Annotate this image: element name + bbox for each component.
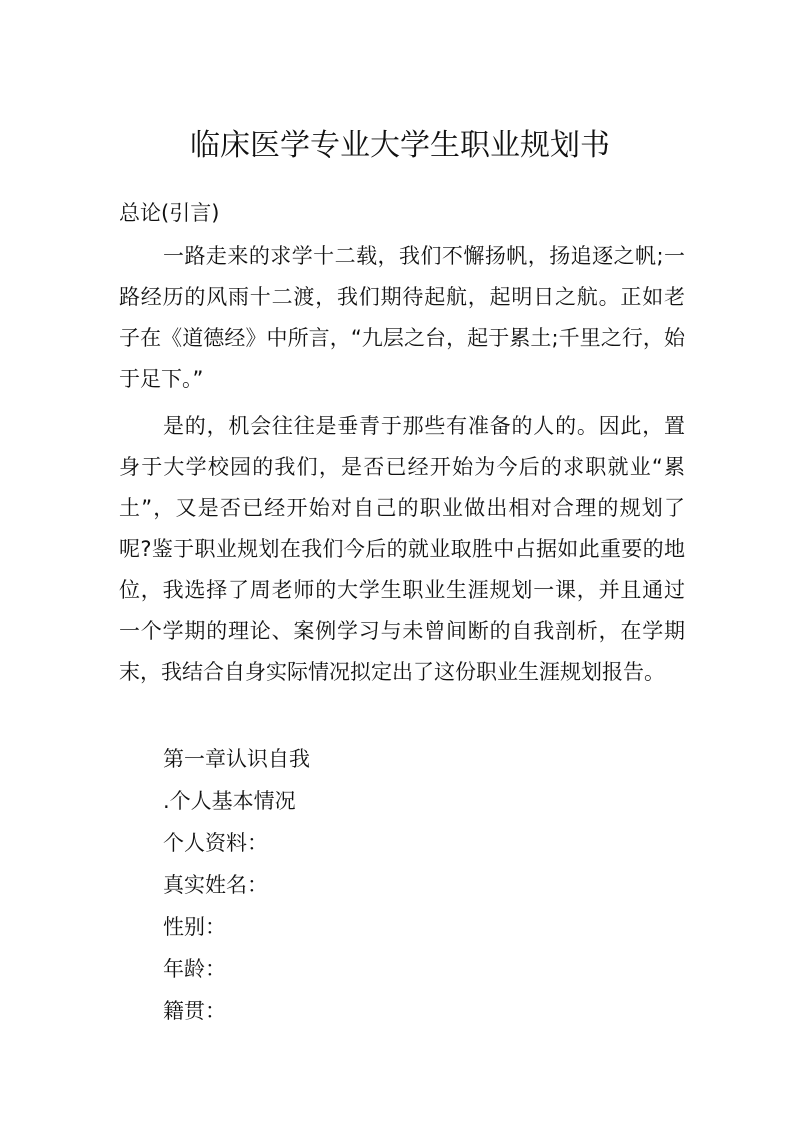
paragraph-intro: 一路走来的求学十二载，我们不懈扬帆，扬追逐之帆;一路经历的风雨十二渡，我们期待起航，起明日之航。正如老子在《道德经》中所言，“九层之台，起于累土;千里之行，始于足下。” [119,244,685,391]
document-title: 临床医学专业大学生职业规划书 [190,128,610,163]
profile-heading: 个人资料： [163,831,268,855]
paragraph-motivation: 是的，机会往往是垂青于那些有准备的人的。因此，置身于大学校园的我们，是否已经开始为今后的求职就业“累土”，又是否已经开始对自己的职业做出相对合理的规划了呢?鉴于职业规划在我们今后的就业取胜中占据如此重要的地位，我选择了周老师的大学生职业生涯规划一课，并且通过一个学期的理论、案例学习与未曾间断的自我剖析，在学期末，我结合自身实际情况拟定出了这份职业生涯规划报告。 [119,414,685,684]
field-name: 真实姓名： [163,873,268,897]
section-heading: 总论(引言) [119,201,220,225]
field-age: 年龄： [163,957,226,981]
chapter-heading: 第一章认识自我 [163,747,310,771]
profile-list [163,738,310,1032]
field-hometown: 籍贯： [163,999,226,1023]
field-gender: 性别： [163,915,226,939]
subsection-heading: .个人基本情况 [163,789,296,813]
